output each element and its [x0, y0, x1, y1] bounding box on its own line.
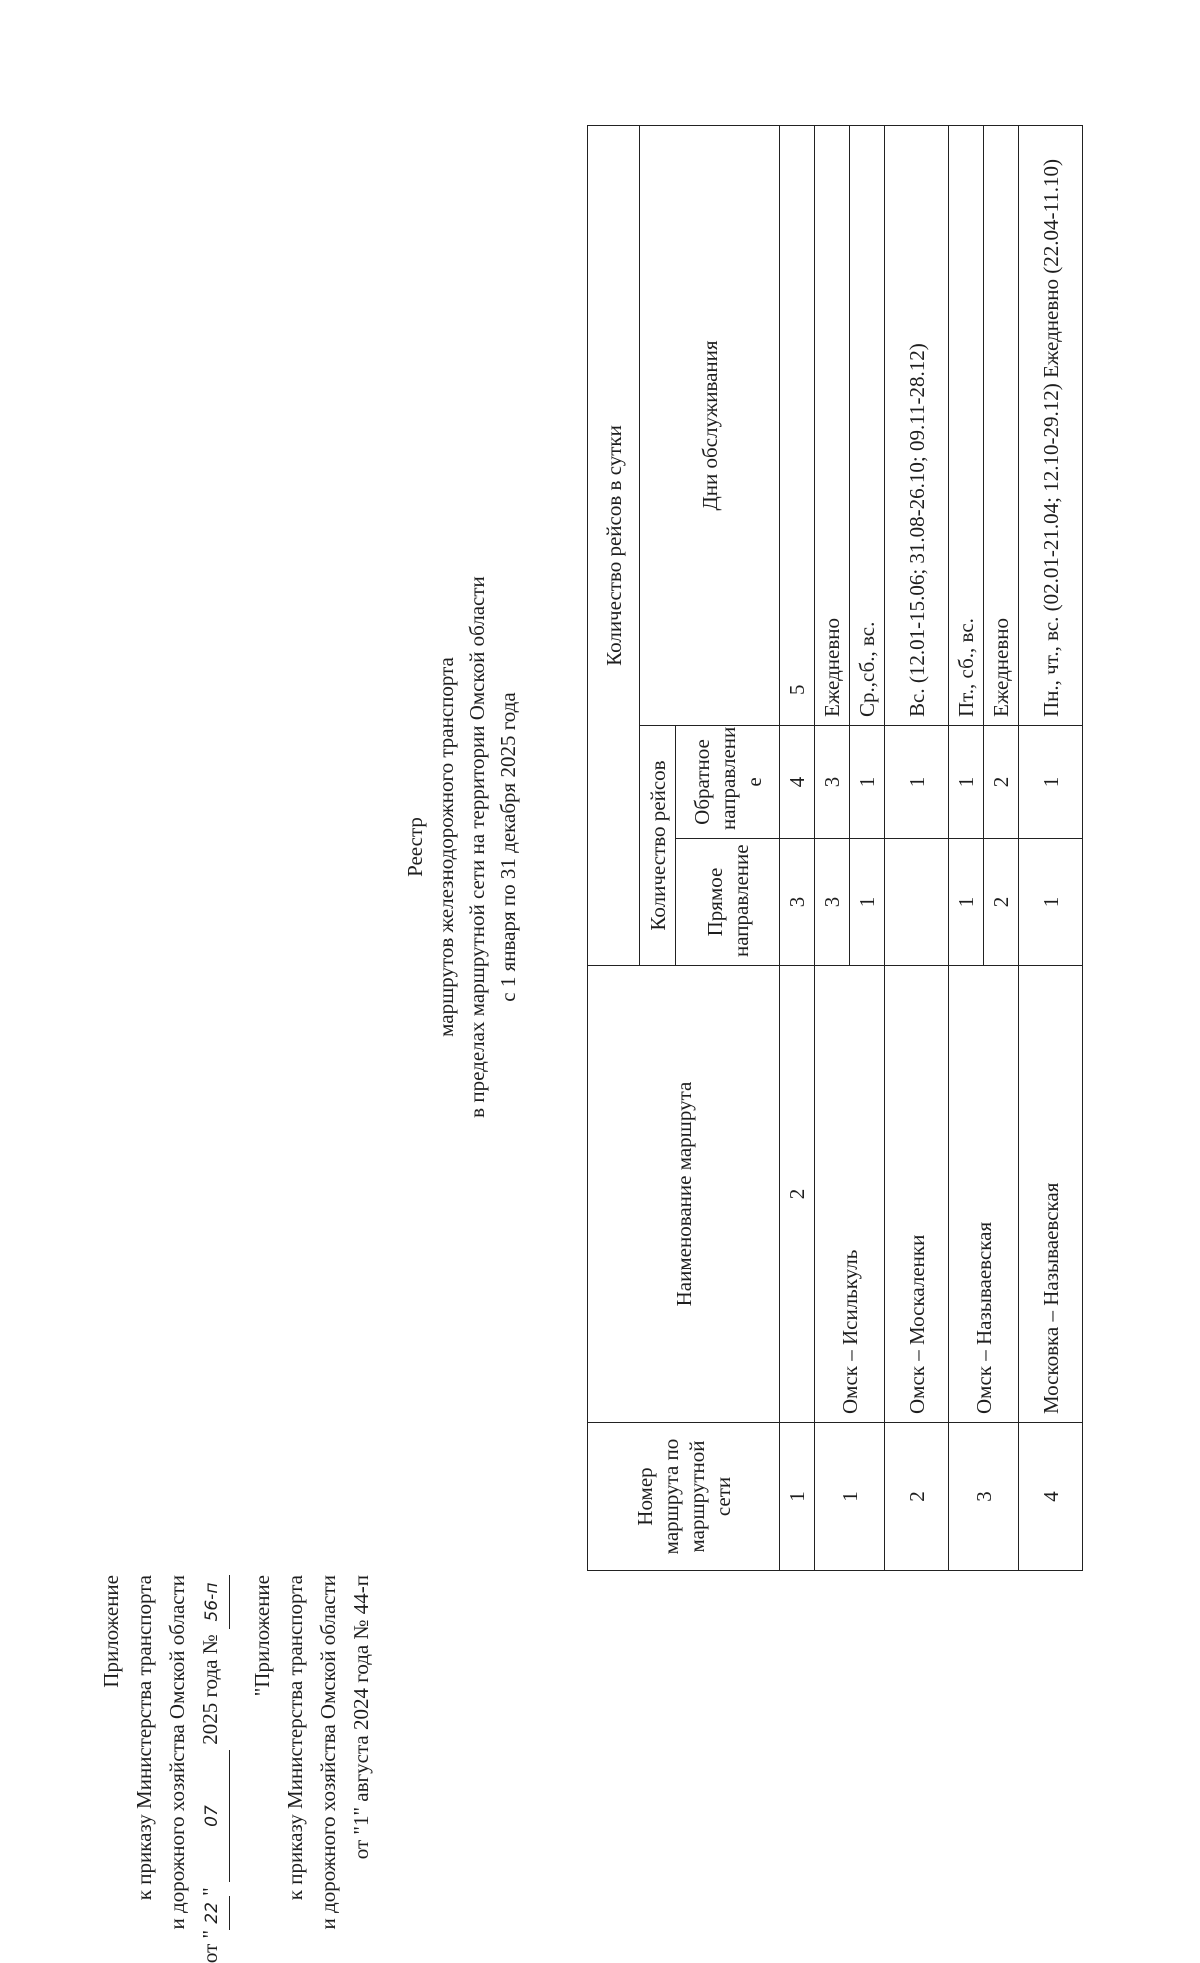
header-service-days: Дни обслуживания	[640, 125, 780, 725]
forward-cell: 1	[850, 839, 885, 966]
backward-cell: 1	[850, 726, 885, 839]
column-number: 5	[780, 125, 815, 725]
service-days-cell: Пт., сб., вс.	[949, 125, 984, 725]
service-days-cell: Вс. (12.01-15.06; 31.08-26.10; 09.11-28.12)	[885, 125, 949, 725]
column-number: 3	[780, 839, 815, 966]
forward-cell	[885, 839, 949, 966]
document-title	[400, 497, 524, 1197]
header-forward: Прямое направление	[676, 839, 780, 966]
backward-cell: 1	[1019, 726, 1083, 839]
approval-line-1: Приложение	[99, 1575, 123, 1688]
service-days-cell: Ежедневно	[815, 125, 850, 725]
table-header-row	[588, 125, 640, 1570]
approval-block	[95, 1575, 230, 1963]
column-number: 1	[780, 1423, 815, 1571]
table-row	[949, 125, 984, 1570]
backward-cell: 1	[885, 726, 949, 839]
routes-registry-table	[587, 125, 1083, 1571]
header-route-number: Номер маршрута по маршрутной сети	[588, 1423, 780, 1571]
route-name-cell: Омск – Москаленки	[885, 966, 949, 1423]
column-numbers-row	[780, 125, 815, 1570]
previous-line-1: "Приложение	[250, 1575, 274, 1697]
previous-approval-block	[246, 1575, 378, 1929]
previous-line-2: к приказу Министерства транспорта	[283, 1575, 307, 1901]
route-name-cell: Омск – Исилькуль	[815, 966, 885, 1423]
approval-line-2: к приказу Министерства транспорта	[132, 1575, 156, 1901]
service-days-cell: Ежедневно	[984, 125, 1019, 725]
title-line-1: Реестр	[403, 817, 427, 877]
approval-close-quote: "	[198, 1887, 222, 1896]
approval-line-3: и дорожного хозяйства Омской области	[165, 1575, 189, 1930]
route-number-cell: 3	[949, 1423, 1019, 1571]
table-row	[885, 125, 949, 1570]
column-number: 2	[780, 966, 815, 1423]
backward-cell: 3	[815, 726, 850, 839]
route-number-cell: 2	[885, 1423, 949, 1571]
route-number-cell: 4	[1019, 1423, 1083, 1571]
forward-cell: 2	[984, 839, 1019, 966]
approval-date-line	[194, 1575, 230, 1963]
forward-cell: 1	[1019, 839, 1083, 966]
approval-year: 2025 года №	[198, 1634, 222, 1745]
route-name-cell: Московка – Называевская	[1019, 966, 1083, 1423]
backward-cell: 1	[949, 726, 984, 839]
table-row	[815, 125, 850, 1570]
approval-from: от "	[198, 1929, 222, 1963]
approval-number: 56-п	[196, 1575, 230, 1629]
header-route-name: Наименование маршрута	[588, 966, 780, 1423]
forward-cell: 3	[815, 839, 850, 966]
approval-month: 07	[196, 1750, 230, 1882]
forward-cell: 1	[949, 839, 984, 966]
header-trips-count: Количество рейсов	[640, 726, 676, 966]
title-line-4: с 1 января по 31 декабря 2025 года	[496, 692, 520, 1002]
column-number: 4	[780, 726, 815, 839]
backward-cell: 2	[984, 726, 1019, 839]
title-line-2: маршрутов железнодорожного транспорта	[434, 657, 458, 1037]
route-number-cell: 1	[815, 1423, 885, 1571]
previous-line-3: и дорожного хозяйства Омской области	[316, 1575, 340, 1930]
previous-line-4: от "1" августа 2024 года № 44-п	[349, 1575, 373, 1860]
service-days-cell: Ср.,сб., вс.	[850, 125, 885, 725]
approval-day: 22	[196, 1896, 230, 1930]
title-line-3: в пределах маршрутной сети на территории Омской области	[465, 576, 489, 1118]
route-name-cell: Омск – Называевская	[949, 966, 1019, 1423]
service-days-cell: Пн., чт., вс. (02.01-21.04; 12.10-29.12) Ежедневно (22.04-11.10)	[1019, 125, 1083, 725]
header-trips-per-day: Количество рейсов в сутки	[588, 125, 640, 965]
table-row	[1019, 125, 1083, 1570]
header-backward: Обратное направлени е	[676, 726, 780, 839]
